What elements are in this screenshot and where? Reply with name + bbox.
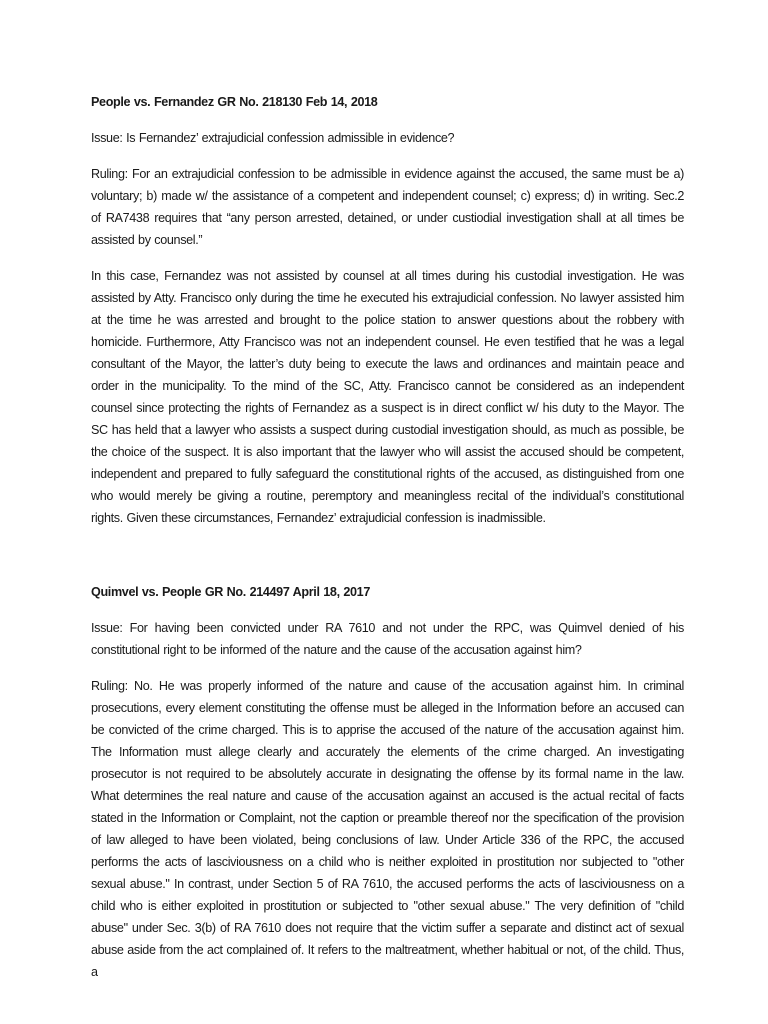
case-ruling: Ruling: For an extrajudicial confession to be admissible in evidence against the accused, the same must be a) voluntary; b) made w/ the assistance of a competent and independent counsel; c) express; d) in writing. Sec.2 of RA7438 requires that “any person arrested, detained, or under custiodial investigation shall at all times be assisted by counsel.” (91, 167, 684, 247)
case-title: People vs. Fernandez GR No. 218130 Feb 14, 2018 (91, 95, 378, 109)
case-issue: Issue: Is Fernandez’ extrajudicial confession admissible in evidence? (91, 131, 455, 145)
case-quimvel-vs-people (91, 581, 684, 983)
document-page (91, 91, 684, 997)
case-title: Quimvel vs. People GR No. 214497 April 18, 2017 (91, 585, 370, 599)
section-spacer (91, 543, 684, 581)
case-ruling: Ruling: No. He was properly informed of the nature and cause of the accusation against him. In criminal prosecutions, every element constituting the offense must be alleged in the Information before an accused can be convicted of the crime charged. This is to apprise the accused of the nature of the accusation against him. The Information must allege clearly and accurately the elements of the crime charged. An investigating prosecutor is not required to be absolutely accurate in designating the offense by its formal name in the law. What determines the real nature and cause of the accusation against an accused is the actual recital of facts stated in the Information or Complaint, not the caption or preamble thereof nor the specification of the provision of law alleged to have been violated, being conclusions of law. Under Article 336 of the RPC, the accused performs the acts of lasciviousness on a child who is neither exploited in prostitution nor subjected to "other sexual abuse." In contrast, under Section 5 of RA 7610, the accused performs the acts of lasciviousness on a child who is either exploited in prostitution or subjected to "other sexual abuse." The very definition of "child abuse" under Sec. 3(b) of RA 7610 does not require that the victim suffer a separate and distinct act of sexual abuse aside from the act complained of. It refers to the maltreatment, whether habitual or not, of the child. Thus, a (91, 679, 684, 979)
case-discussion: In this case, Fernandez was not assisted by counsel at all times during his custodial investigation. He was assisted by Atty. Francisco only during the time he executed his extrajudicial confession. No lawyer assisted him at the time he was arrested and brought to the police station to answer questions about the robbery with homicide. Furthermore, Atty Francisco was not an independent counsel. He even testified that he was a legal consultant of the Mayor, the latter’s duty being to execute the laws and ordinances and maintain peace and order in the municipality. To the mind of the SC, Atty. Francisco cannot be considered as an independent counsel since protecting the rights of Fernandez as a suspect is in direct conflict w/ his duty to the Mayor. The SC has held that a lawyer who assists a suspect during custodial investigation should, as much as possible, be the choice of the suspect. It is also important that the lawyer who will assist the accused should be competent, independent and prepared to fully safeguard the constitutional rights of the accused, as distinguished from one who would merely be giving a routine, peremptory and meaningless recital of the individual’s constitutional rights. Given these circumstances, Fernandez’ extrajudicial confession is inadmissible. (91, 269, 684, 525)
case-people-vs-fernandez (91, 91, 684, 529)
case-issue: Issue: For having been convicted under RA 7610 and not under the RPC, was Quimvel denied of his constitutional right to be informed of the nature and the cause of the accusation against him? (91, 621, 684, 657)
